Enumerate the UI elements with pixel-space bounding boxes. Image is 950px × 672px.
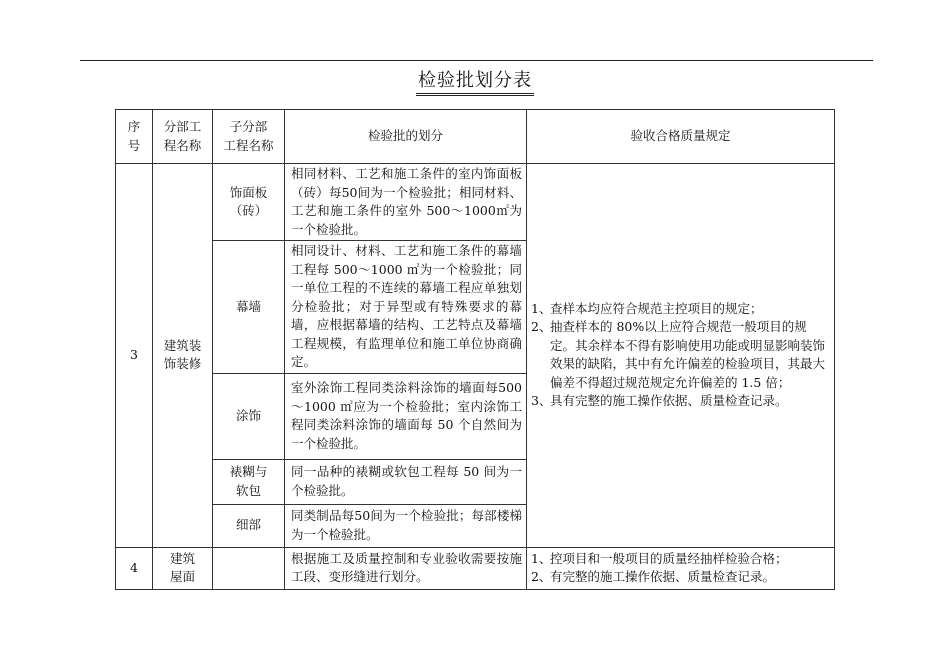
list-item: 1、 控项目和一般项目的质量经抽样检验合格； (531, 550, 788, 566)
batch-division-cell: 相同设计、材料、工艺和施工条件的幕墙工程每 500～1000 ㎡为一个检验批；同一单位工程的不连续的幕墙工程应单独划分检验批；对于异型或有特殊要求的幕墙，应根据幕墙的结构、工艺特点及幕墙工程规模，有监理单位和施工单位协商确定。 (285, 241, 527, 374)
header-rule (80, 60, 873, 61)
seq-cell: 4 (116, 547, 153, 589)
batch-division-cell: 室外涂饰工程同类涂料涂饰的墙面每500～1000 ㎡应为一个检验批；室内涂饰工程同类涂料涂饰的墙面每 50 个自然间为一个检验批。 (285, 373, 527, 459)
acceptance-list (531, 300, 830, 411)
subdivision-cell: 细部 (213, 504, 285, 547)
header-acceptance: 验收合格质量规定 (527, 110, 835, 164)
acceptance-cell (527, 164, 835, 548)
subdivision-cell (213, 547, 285, 589)
division-cell: 建筑装 饰装修 (153, 164, 213, 548)
header-subdivision: 子分部 工程名称 (213, 110, 285, 164)
list-item: 2、 抽查样本的 80%以上应符合规范一般项目的规定。其余样本不得有影响使用功能或明显影响装饰效果的缺陷，其中有允许偏差的检验项目，其最大偏差不得超过规范规定允许偏差的 1.5 倍； (531, 319, 826, 390)
list-item: 3、 具有完整的施工操作依据、质量检查记录。 (531, 393, 788, 409)
subdivision-cell: 幕墙 (213, 241, 285, 374)
inspection-batch-table (115, 109, 835, 590)
batch-division-cell: 同类制品每50间为一个检验批；每部楼梯为一个检验批。 (285, 504, 527, 547)
division-cell: 建筑 屋面 (153, 547, 213, 589)
list-item: 1、 查样本均应符合规范主控项目的规定； (531, 300, 763, 316)
subdivision-cell: 饰面板 （砖） (213, 164, 285, 241)
header-division: 分部工 程名称 (153, 110, 213, 164)
acceptance-list (531, 550, 830, 587)
subdivision-cell: 裱糊与 软包 (213, 459, 285, 504)
table-row (116, 547, 835, 589)
list-item: 2、 有完整的施工操作依据、质量检查记录。 (531, 569, 776, 584)
subdivision-cell: 涂饰 (213, 373, 285, 459)
header-seq: 序 号 (116, 110, 153, 164)
header-batch: 检验批的划分 (285, 110, 527, 164)
header-row (116, 110, 835, 164)
batch-division-cell: 相同材料、工艺和施工条件的室内饰面板（砖）每50间为一个检验批；相同材料、工艺和施工条件的室外 500～1000㎡为一个检验批。 (285, 164, 527, 241)
batch-division-cell: 根据施工及质量控制和专业验收需要按施工段、变形缝进行划分。 (285, 547, 527, 589)
table-row (116, 164, 835, 241)
document-title: 检验批划分表 (416, 66, 534, 96)
acceptance-cell (527, 547, 835, 589)
title-container (0, 66, 950, 96)
batch-division-cell: 同一品种的裱糊或软包工程每 50 间为一个检验批。 (285, 459, 527, 504)
seq-cell: 3 (116, 164, 153, 548)
table-header (116, 110, 835, 164)
table-body (116, 164, 835, 590)
